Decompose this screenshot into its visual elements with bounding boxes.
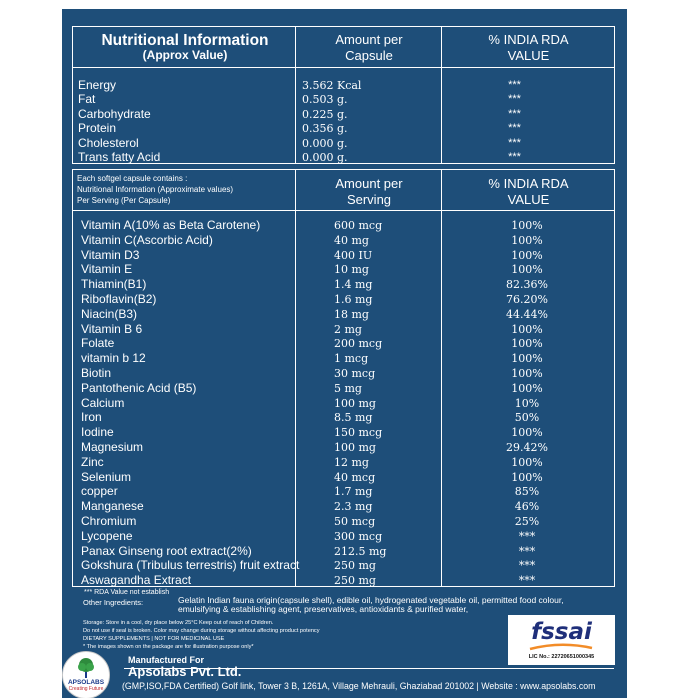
nutrient-rda: *** <box>518 544 536 558</box>
dietary-line: DIETARY SUPPLEMENTS | NOT FOR MEDICINAL USE <box>83 636 225 642</box>
nutrient-rda: 29.42% <box>506 441 548 454</box>
apsolabs-logo <box>62 651 110 698</box>
nutrient-name: Protein <box>78 121 117 136</box>
nutrient-amount: 2 mg <box>334 322 362 336</box>
table-row <box>73 136 616 151</box>
nutrient-amount: 12 mg <box>334 455 369 469</box>
nutrient-rda: *** <box>508 122 521 135</box>
table-row <box>73 233 616 248</box>
nutrient-name: Zinc <box>81 454 104 469</box>
per-serving-table <box>72 169 615 587</box>
nutrient-name: Vitamin E <box>81 262 133 277</box>
tree-icon <box>76 657 96 679</box>
table2-amount-header: Amount per Serving <box>335 176 403 207</box>
table-row <box>73 78 616 93</box>
nutrient-name: Calcium <box>81 395 125 410</box>
table-row <box>73 121 616 136</box>
nutrient-name: Trans fatty Acid <box>78 150 161 164</box>
fssai-swoosh-icon <box>528 643 594 653</box>
nutrient-name: copper <box>81 484 118 499</box>
nutrient-rda: 85% <box>514 485 540 499</box>
nutrient-rda: *** <box>518 574 536 588</box>
seal-line: Do not use if seal is broken. Color may change during storage without affecting product potency <box>83 628 320 634</box>
nutrient-rda: *** <box>508 93 521 106</box>
nutrient-name: Niacin(B3) <box>81 306 138 321</box>
nutrient-name: Selenium <box>81 469 132 484</box>
nutritional-information-table <box>72 26 615 164</box>
nutrient-rda: 100% <box>511 352 543 366</box>
nutrient-name: Thiamin(B1) <box>81 277 147 292</box>
nutrient-amount: 5 mg <box>334 381 362 395</box>
table-row <box>73 336 616 351</box>
nutrient-name: Magnesium <box>81 440 144 454</box>
nutrient-rda: *** <box>518 529 536 543</box>
table-row <box>73 381 616 396</box>
nutrient-amount: 1.7 mg <box>334 485 373 499</box>
nutrient-amount: 200 mcg <box>334 337 383 351</box>
nutrient-amount: 40 mg <box>334 233 369 247</box>
nutrient-amount: 40 mcg <box>334 470 376 484</box>
nutrient-amount: 100 mg <box>334 441 376 454</box>
table-row <box>73 92 616 107</box>
storage-notes <box>83 619 413 651</box>
nutrient-name: vitamin b 12 <box>81 351 146 366</box>
table1-rda-header: % INDIA RDA VALUE <box>488 32 569 63</box>
nutrient-amount: 0.000 g. <box>302 136 348 150</box>
nutrient-rda: 46% <box>514 500 540 514</box>
table-row <box>73 218 616 233</box>
nutrient-rda: *** <box>508 136 521 149</box>
nutrient-amount: 3.562 Kcal <box>302 79 362 92</box>
nutrient-amount: 600 mcg <box>334 219 383 232</box>
nutrient-rda: 100% <box>511 426 543 440</box>
nutrient-amount: 1 mcg <box>334 352 369 366</box>
fssai-logo: fssai <box>531 619 592 645</box>
nutrition-label-panel <box>62 9 627 698</box>
table-row <box>73 558 616 573</box>
table-row <box>73 262 616 277</box>
nutrient-name: Vitamin A(10% as Beta Carotene) <box>81 218 261 232</box>
nutrient-name: Carbohydrate <box>78 106 151 121</box>
nutrient-rda: 100% <box>511 248 543 262</box>
nutrient-amount: 0.503 g. <box>302 93 348 107</box>
table-row <box>73 529 616 544</box>
other-ingredients-label: Other Ingredients: <box>83 598 144 607</box>
nutrient-rda: 76.20% <box>506 293 548 306</box>
table1-amount-header: Amount per Capsule <box>335 32 403 63</box>
table-row <box>73 544 616 559</box>
nutrient-name: Aswagandha Extract <box>81 573 192 588</box>
nutrient-rda: 100% <box>511 470 543 484</box>
table-row <box>73 514 616 529</box>
nutrient-rda: 100% <box>511 219 543 232</box>
nutrient-rda: *** <box>508 151 521 163</box>
nutrient-name: Biotin <box>81 366 112 380</box>
nutrient-name: Panax Ginseng root extract(2%) <box>81 543 252 558</box>
table-row <box>73 248 616 263</box>
nutrient-amount: 100 mg <box>334 396 376 410</box>
table-row <box>73 351 616 366</box>
nutrient-rda: 25% <box>514 515 540 528</box>
table1-title: Nutritional Information <box>101 32 269 49</box>
table-row <box>73 455 616 470</box>
nutrient-amount: 8.5 mg <box>334 411 373 425</box>
table-row <box>73 484 616 499</box>
nutrient-rda: 82.36% <box>506 278 548 292</box>
nutrient-rda: 100% <box>511 263 543 277</box>
table-row <box>73 499 616 514</box>
nutrient-amount: 212.5 mg <box>334 544 387 558</box>
nutrient-rda: 44.44% <box>506 307 548 321</box>
nutrient-name: Chromium <box>81 514 137 528</box>
table-row <box>73 150 616 165</box>
table-row <box>73 470 616 485</box>
nutrient-rda: *** <box>518 559 536 573</box>
nutrient-rda: 100% <box>511 233 543 247</box>
rda-note: *** RDA Value not establish <box>84 589 170 596</box>
nutrient-name: Manganese <box>81 499 144 514</box>
nutrient-name: Cholesterol <box>78 135 139 150</box>
table-row <box>73 322 616 337</box>
nutrient-amount: 18 mg <box>334 307 369 321</box>
table-row <box>73 425 616 440</box>
logo-name: APSOLABS <box>67 679 105 686</box>
table-row <box>73 292 616 307</box>
disclaimer-line: * The images shown on the package are for illustration purpose only* <box>83 644 254 650</box>
nutrient-rda: 100% <box>511 455 543 469</box>
other-ingredients-text: Gelatin Indian fauna origin(capsule shell), edible oil, hydrogenated vegetable oil, permitted food colour, emulsifying & establishing agent, preservatives, antioxidants & purified water, <box>178 595 564 614</box>
table-row <box>73 573 616 588</box>
nutrient-name: Fat <box>78 92 96 107</box>
nutrient-name: Vitamin C(Ascorbic Acid) <box>81 232 213 247</box>
nutrient-amount: 150 mcg <box>334 426 383 440</box>
nutrient-name: Vitamin D3 <box>81 247 140 262</box>
nutrient-rda: 10% <box>514 396 540 410</box>
nutrient-rda: *** <box>508 107 521 120</box>
company-name: Apsolabs Pvt. Ltd. <box>128 664 242 679</box>
table-row <box>73 307 616 322</box>
table-row <box>73 396 616 411</box>
nutrient-name: Gokshura (Tribulus terrestris) fruit extract <box>81 558 300 573</box>
fssai-badge <box>508 615 615 665</box>
nutrient-rda: 50% <box>514 411 540 425</box>
nutrient-amount: 50 mcg <box>334 515 376 528</box>
table2-header-text: Each softgel capsule contains : Nutritional Information (Approximate values) Per Serving (Per Capsule) <box>77 174 234 205</box>
logo-tagline: Creating Future <box>68 686 104 692</box>
table-row <box>73 440 616 455</box>
nutrient-rda: 100% <box>511 367 543 380</box>
nutrient-name: Folate <box>81 336 115 351</box>
nutrient-rda: 100% <box>511 322 543 336</box>
nutrient-amount: 2.3 mg <box>334 500 373 514</box>
nutrient-amount: 250 mg <box>334 574 376 588</box>
nutrient-name: Riboflavin(B2) <box>81 292 157 306</box>
table2-rda-header: % INDIA RDA VALUE <box>488 176 569 207</box>
table1-header-divider <box>73 67 614 68</box>
table1-subtitle: (Approx Value) <box>142 48 228 62</box>
nutrient-amount: 0.000 g. <box>302 151 348 164</box>
table-row <box>73 410 616 425</box>
manufactured-for-label: Manufactured For <box>128 655 205 665</box>
nutrient-name: Lycopene <box>81 528 133 543</box>
nutrient-amount: 10 mg <box>334 263 369 277</box>
storage-line: Storage: Store in a cool, dry place below 25°C Keep out of reach of Children. <box>83 620 274 626</box>
nutrient-name: Pantothenic Acid (B5) <box>81 380 197 395</box>
nutrient-amount: 300 mcg <box>334 529 383 543</box>
nutrient-name: Vitamin B 6 <box>81 321 143 336</box>
table2-header-divider <box>73 210 614 211</box>
nutrient-rda: 100% <box>511 381 543 395</box>
nutrient-name: Iron <box>81 410 102 425</box>
table-row <box>73 366 616 381</box>
company-address: (GMP,ISO,FDA Certified) Golf link, Tower 3 B, 1261A, Village Mehrauli, Ghaziabad 201002 | Website : www.apsolabs.com <box>122 681 596 691</box>
nutrient-rda: *** <box>508 79 521 91</box>
nutrient-name: Iodine <box>81 425 114 440</box>
nutrient-amount: 30 mcg <box>334 367 376 380</box>
table-row <box>73 277 616 292</box>
nutrient-amount: 0.356 g. <box>302 122 348 136</box>
nutrient-rda: 100% <box>511 337 543 351</box>
nutrient-name: Energy <box>78 78 117 92</box>
nutrient-amount: 250 mg <box>334 559 376 573</box>
nutrient-amount: 0.225 g. <box>302 107 348 121</box>
nutrient-amount: 1.6 mg <box>334 293 373 306</box>
table-row <box>73 107 616 122</box>
fssai-license: LIC No.: 22720651000345 <box>528 654 595 660</box>
nutrient-amount: 1.4 mg <box>334 278 373 292</box>
nutrient-amount: 400 IU <box>334 248 373 262</box>
